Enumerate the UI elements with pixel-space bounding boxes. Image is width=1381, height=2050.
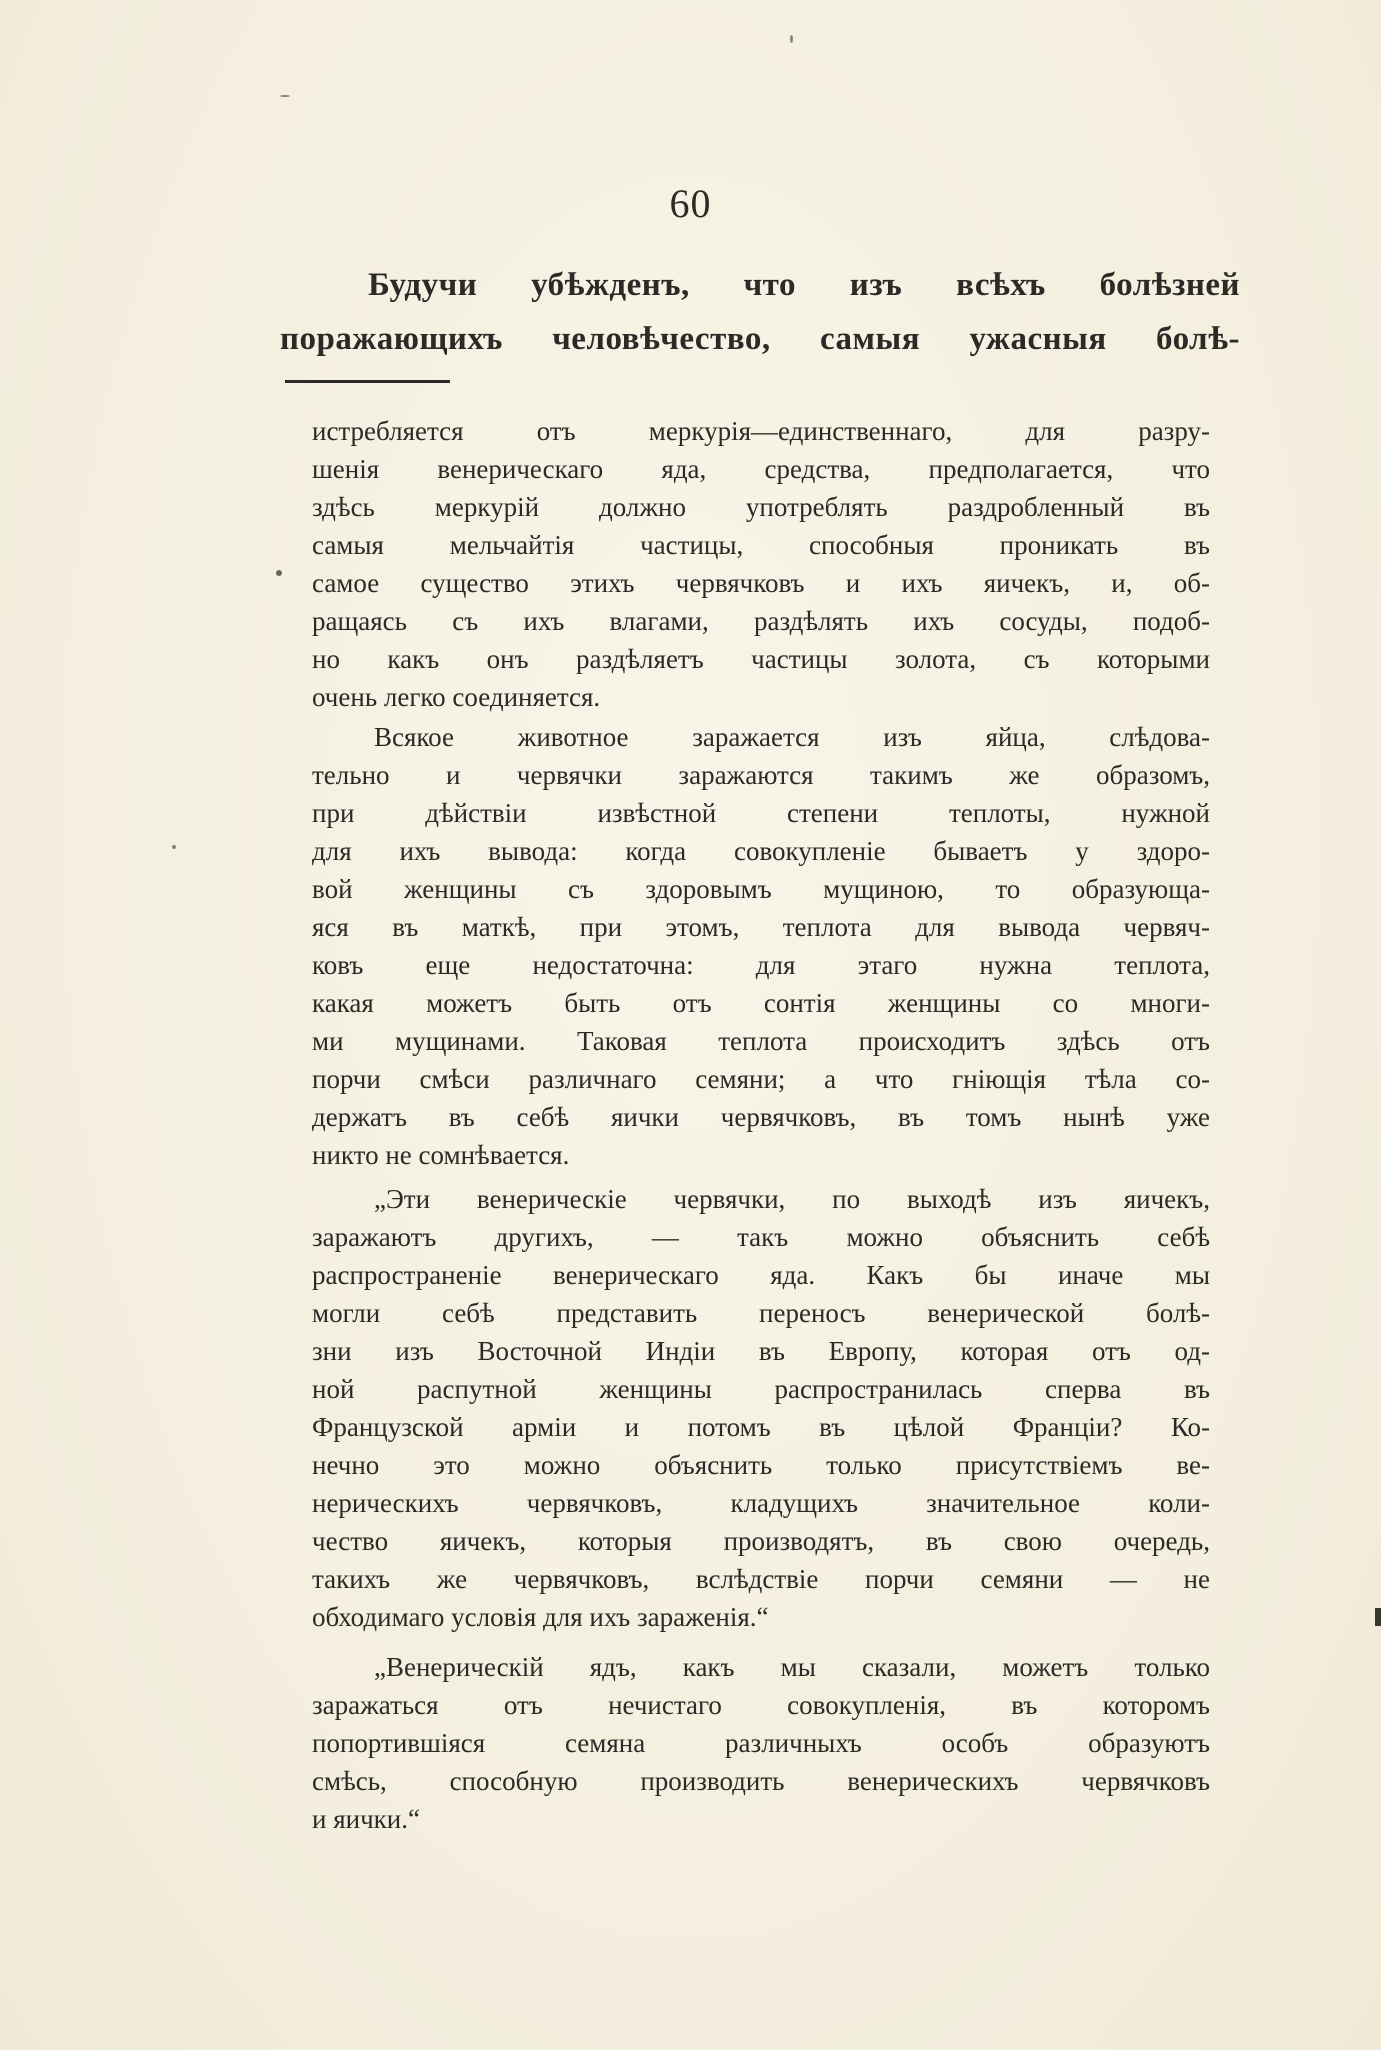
page-number: 60	[669, 181, 712, 226]
text-line: никто не сомнѣвается.	[312, 1140, 570, 1170]
text-line: ной распутной женщины распространилась сперва въ	[312, 1374, 1210, 1404]
main-text-line: поражающихъ человѣчество, самыя ужасныя болѣ-	[280, 321, 1240, 357]
text-line: здѣсь меркурій должно употреблять раздробленный въ	[312, 492, 1210, 522]
text-line: зни изъ Восточной Индіи въ Европу, которая отъ од-	[312, 1336, 1210, 1366]
text-line: ковъ еще недостаточна: для этаго нужна теплота,	[312, 950, 1210, 980]
text-line: но какъ онъ раздѣляетъ частицы золота, съ которыми	[312, 644, 1210, 674]
footnote-paragraph-4	[312, 1648, 1210, 1838]
text-line: самое существо этихъ червячковъ и ихъ яичекъ, и, об-	[312, 568, 1210, 598]
text-line: какая можетъ быть отъ сонтія женщины со многи-	[312, 988, 1210, 1018]
paper-speck	[172, 845, 176, 849]
text-line: ращаясь съ ихъ влагами, раздѣлять ихъ сосуды, подоб-	[312, 606, 1210, 636]
text-line: обходимаго условія для ихъ зараженія.“	[312, 1602, 769, 1632]
text-line: могли себѣ представить переносъ венерической болѣ-	[312, 1298, 1210, 1328]
text-line: нечно это можно объяснить только присутствіемъ ве-	[312, 1450, 1210, 1480]
footnote-paragraph-1	[312, 412, 1210, 716]
text-line: порчи смѣси различнаго семяни; а что гніющія тѣла со-	[312, 1064, 1210, 1094]
text-line: заражаться отъ нечистаго совокупленія, въ которомъ	[312, 1690, 1210, 1720]
text-line: заражаютъ другихъ, — такъ можно объяснить себѣ	[312, 1222, 1210, 1252]
text-line: чество яичекъ, которыя производятъ, въ свою очередь,	[312, 1526, 1210, 1556]
text-line: шенія венерическаго яда, средства, предполагается, что	[312, 454, 1210, 484]
text-line: очень легко соединяется.	[312, 682, 601, 712]
text-line: „Эти венерическіе червячки, по выходѣ изъ яичекъ,	[374, 1184, 1210, 1214]
text-line: для ихъ вывода: когда совокупленіе бываетъ у здоро-	[312, 836, 1210, 866]
text-line: „Венерическій ядъ, какъ мы сказали, можетъ только	[374, 1652, 1210, 1682]
text-line: Французской арміи и потомъ въ цѣлой Франціи? Ко-	[312, 1412, 1210, 1442]
text-line: и яички.“	[312, 1804, 420, 1834]
page-edge-mark	[1375, 1608, 1381, 1626]
text-line: Всякое животное заражается изъ яйца, слѣдова-	[374, 722, 1210, 752]
margin-mark	[276, 570, 282, 576]
text-line: ми мущинами. Таковая теплота происходитъ здѣсь отъ	[312, 1026, 1210, 1056]
footnote-rule	[285, 380, 450, 383]
footnote-paragraph-3	[312, 1180, 1210, 1636]
text-line: смѣсь, способную производить венерическихъ червячковъ	[312, 1766, 1210, 1796]
text-line: тельно и червячки заражаются такимъ же образомъ,	[312, 760, 1210, 790]
text-line: держатъ въ себѣ яички червячковъ, въ томъ нынѣ уже	[312, 1102, 1210, 1132]
footnote-paragraph-2	[312, 718, 1210, 1174]
text-line: истребляется отъ меркурія—единственнаго, для разру-	[312, 416, 1210, 446]
text-line: распространеніе венерическаго яда. Какъ бы иначе мы	[312, 1260, 1210, 1290]
paper-speck	[280, 95, 290, 97]
main-text-line: Будучи убѣжденъ, что изъ всѣхъ болѣзней	[368, 267, 1240, 303]
text-line: яся въ маткѣ, при этомъ, теплота для вывода червяч-	[312, 912, 1210, 942]
text-line: при дѣйствіи извѣстной степени теплоты, нужной	[312, 798, 1210, 828]
text-line: нерическихъ червячковъ, кладущихъ значительное коли-	[312, 1488, 1210, 1518]
text-line: такихъ же червячковъ, вслѣдствіе порчи семяни — не	[312, 1564, 1210, 1594]
main-text	[280, 258, 1240, 366]
text-line: самыя мельчайтія частицы, способныя проникать въ	[312, 530, 1210, 560]
text-line: вой женщины съ здоровымъ мущиною, то образующа-	[312, 874, 1210, 904]
text-line: попортившіяся семяна различныхъ особъ образуютъ	[312, 1728, 1210, 1758]
paper-speck	[790, 35, 793, 43]
